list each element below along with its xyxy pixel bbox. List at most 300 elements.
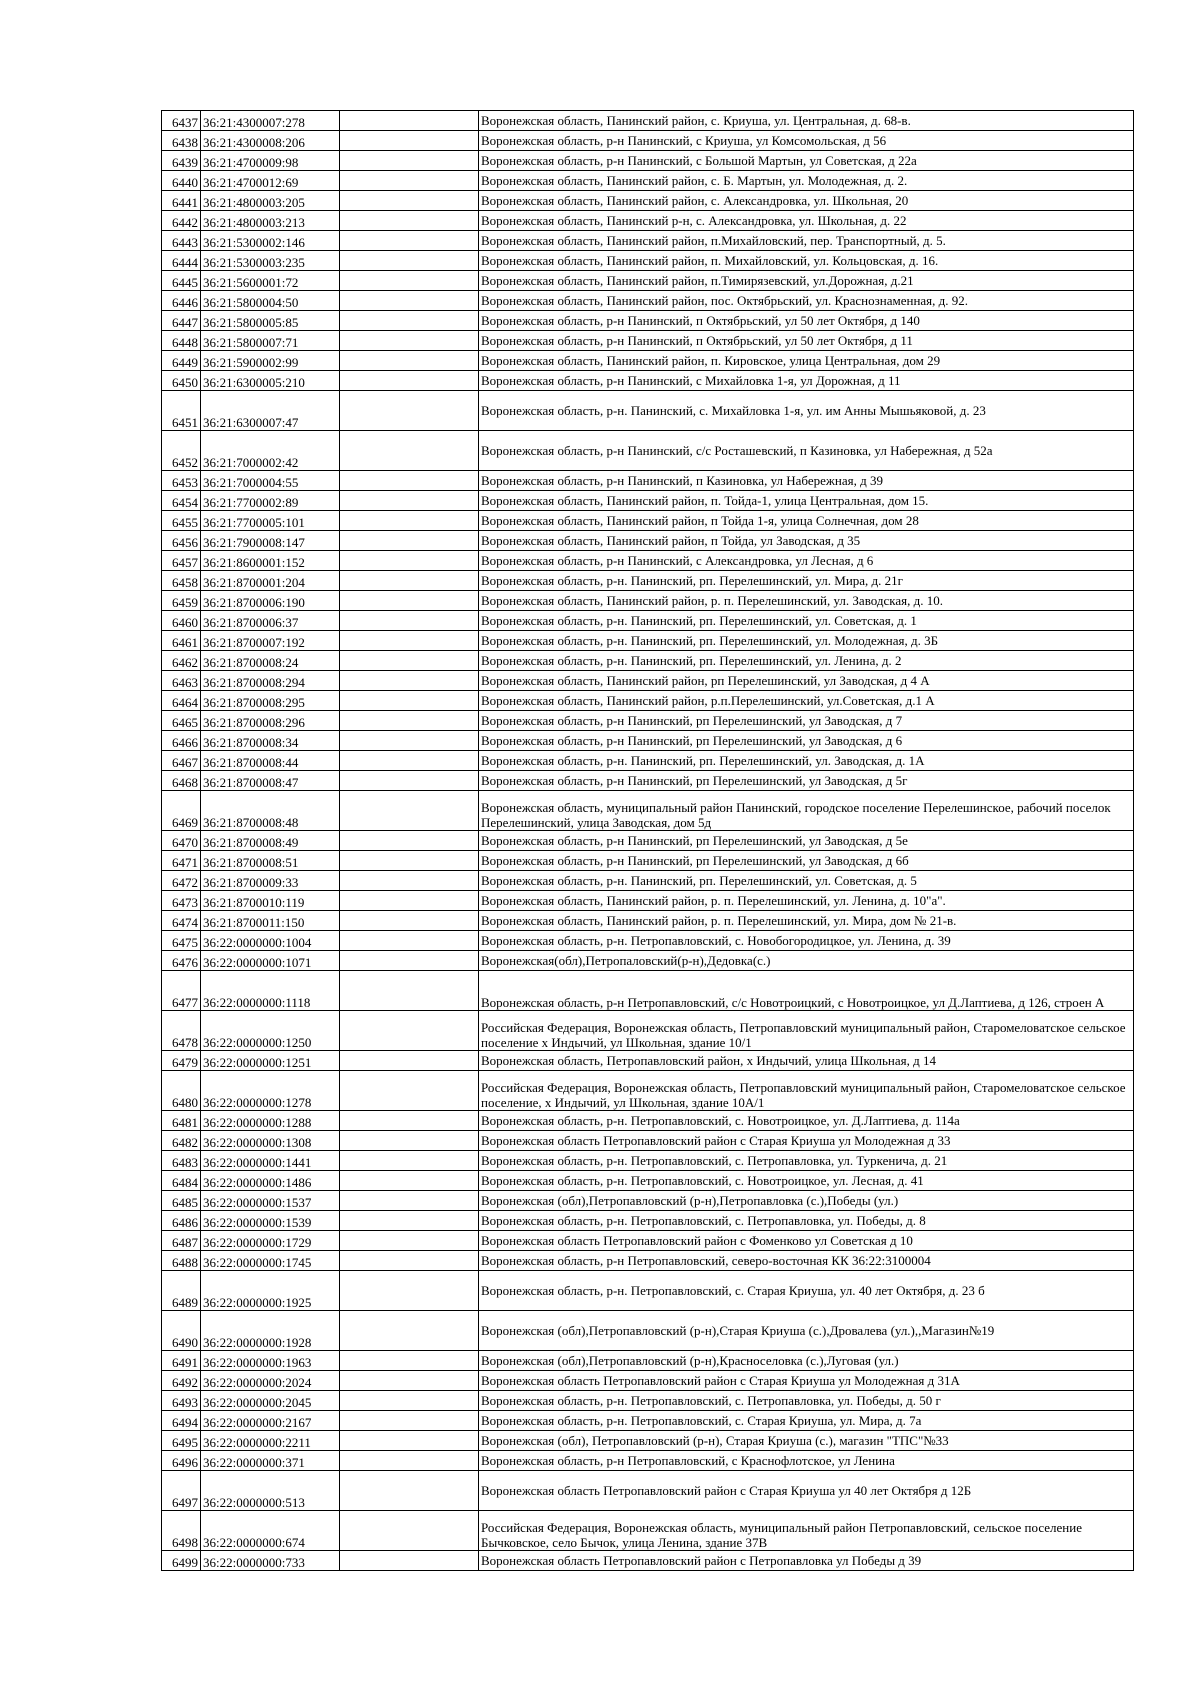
empty-cell xyxy=(340,151,479,171)
empty-cell xyxy=(340,1011,479,1051)
cadastral-number: 36:22:0000000:2024 xyxy=(201,1371,340,1391)
empty-cell xyxy=(340,471,479,491)
table-row xyxy=(162,131,1134,151)
table-row xyxy=(162,151,1134,171)
row-number: 6450 xyxy=(162,371,201,391)
row-number: 6453 xyxy=(162,471,201,491)
address: Воронежская область, р-н Панинский, с Криуша, ул Комсомольская, д 56 xyxy=(479,131,1134,151)
empty-cell xyxy=(340,571,479,591)
cadastral-number: 36:22:0000000:513 xyxy=(201,1471,340,1511)
row-number: 6490 xyxy=(162,1311,201,1351)
table-row xyxy=(162,431,1134,471)
cadastral-number: 36:21:8700008:34 xyxy=(201,731,340,751)
cadastral-number: 36:21:7000002:42 xyxy=(201,431,340,471)
address: Воронежская область, Панинский район, пос. Октябрьский, ул. Краснознаменная, д. 92. xyxy=(479,291,1134,311)
empty-cell xyxy=(340,1431,479,1451)
table-row xyxy=(162,1391,1134,1411)
row-number: 6443 xyxy=(162,231,201,251)
row-number: 6451 xyxy=(162,391,201,431)
empty-cell xyxy=(340,1051,479,1071)
cadastral-number: 36:22:0000000:1925 xyxy=(201,1271,340,1311)
empty-cell xyxy=(340,751,479,771)
empty-cell xyxy=(340,791,479,831)
cadastral-number: 36:22:0000000:1486 xyxy=(201,1171,340,1191)
address: Воронежская область, р-н. Панинский, рп. Перелешинский, ул. Молодежная, д. 3Б xyxy=(479,631,1134,651)
table-row xyxy=(162,611,1134,631)
table-row xyxy=(162,271,1134,291)
address: Воронежская область, Панинский район, п.Тимирязевский, ул.Дорожная, д.21 xyxy=(479,271,1134,291)
table-row xyxy=(162,631,1134,651)
table-row xyxy=(162,1231,1134,1251)
empty-cell xyxy=(340,771,479,791)
row-number: 6442 xyxy=(162,211,201,231)
row-number: 6448 xyxy=(162,331,201,351)
address: Воронежская область, р-н. Панинский, рп. Перелешинский, ул. Советская, д. 5 xyxy=(479,871,1134,891)
cadastral-number: 36:21:5800004:50 xyxy=(201,291,340,311)
cadastral-number: 36:21:4300008:206 xyxy=(201,131,340,151)
row-number: 6437 xyxy=(162,111,201,131)
row-number: 6498 xyxy=(162,1511,201,1551)
empty-cell xyxy=(340,351,479,371)
table-row xyxy=(162,231,1134,251)
table-row xyxy=(162,951,1134,971)
empty-cell xyxy=(340,831,479,851)
row-number: 6484 xyxy=(162,1171,201,1191)
table-row xyxy=(162,1191,1134,1211)
cadastral-number: 36:21:8700001:204 xyxy=(201,571,340,591)
address: Российская Федерация, Воронежская область, Петропавловский муниципальный район, Старомеловатское сельское поселение х Индычий, ул Школьная, здание 10/1 xyxy=(479,1011,1134,1051)
row-number: 6494 xyxy=(162,1411,201,1431)
table-row xyxy=(162,1171,1134,1191)
address: Воронежская область, Панинский р-н, с. Александровка, ул. Школьная, д. 22 xyxy=(479,211,1134,231)
cadastral-number: 36:21:8700011:150 xyxy=(201,911,340,931)
cadastral-number: 36:21:7900008:147 xyxy=(201,531,340,551)
cadastral-number: 36:22:0000000:1537 xyxy=(201,1191,340,1211)
empty-cell xyxy=(340,111,479,131)
empty-cell xyxy=(340,1251,479,1271)
row-number: 6452 xyxy=(162,431,201,471)
empty-cell xyxy=(340,1071,479,1111)
table-row xyxy=(162,831,1134,851)
empty-cell xyxy=(340,311,479,331)
table-row xyxy=(162,1071,1134,1111)
empty-cell xyxy=(340,131,479,151)
address: Воронежская область, р-н. Петропавловский, с. Старая Криуша, ул. Мира, д. 7а xyxy=(479,1411,1134,1431)
empty-cell xyxy=(340,591,479,611)
address: Воронежская область, р-н Панинский, с Большой Мартын, ул Советская, д 22а xyxy=(479,151,1134,171)
row-number: 6476 xyxy=(162,951,201,971)
row-number: 6446 xyxy=(162,291,201,311)
address: Воронежская область, р-н Панинский, п Октябрьский, ул 50 лет Октября, д 140 xyxy=(479,311,1134,331)
empty-cell xyxy=(340,1211,479,1231)
row-number: 6455 xyxy=(162,511,201,531)
table-row xyxy=(162,1131,1134,1151)
empty-cell xyxy=(340,371,479,391)
cadastral-number: 36:22:0000000:733 xyxy=(201,1551,340,1571)
row-number: 6473 xyxy=(162,891,201,911)
cadastral-number: 36:21:8600001:152 xyxy=(201,551,340,571)
cadastral-number: 36:21:4800003:213 xyxy=(201,211,340,231)
row-number: 6492 xyxy=(162,1371,201,1391)
row-number: 6449 xyxy=(162,351,201,371)
cadastral-number: 36:21:8700009:33 xyxy=(201,871,340,891)
empty-cell xyxy=(340,931,479,951)
row-number: 6467 xyxy=(162,751,201,771)
address: Воронежская область, Панинский район, рп Перелешинский, ул Заводская, д 4 А xyxy=(479,671,1134,691)
row-number: 6462 xyxy=(162,651,201,671)
empty-cell xyxy=(340,331,479,351)
cadastral-number: 36:21:8700008:296 xyxy=(201,711,340,731)
address: Воронежская область, р-н. Панинский, рп. Перелешинский, ул. Советская, д. 1 xyxy=(479,611,1134,631)
address: Воронежская область Петропавловский район с Старая Криуша ул Молодежная д 31А xyxy=(479,1371,1134,1391)
table-row xyxy=(162,1351,1134,1371)
table-row xyxy=(162,1471,1134,1511)
cadastral-number: 36:22:0000000:1278 xyxy=(201,1071,340,1111)
address: Воронежская область Петропавловский район с Старая Криуша ул 40 лет Октября д 12Б xyxy=(479,1471,1134,1511)
address: Воронежская область, р-н Петропавловский, с Краснофлотское, ул Ленина xyxy=(479,1451,1134,1471)
empty-cell xyxy=(340,1451,479,1471)
row-number: 6445 xyxy=(162,271,201,291)
cadastral-number: 36:22:0000000:1004 xyxy=(201,931,340,951)
row-number: 6496 xyxy=(162,1451,201,1471)
row-number: 6480 xyxy=(162,1071,201,1111)
address: Воронежская область, Панинский район, с. Б. Мартын, ул. Молодежная, д. 2. xyxy=(479,171,1134,191)
empty-cell xyxy=(340,231,479,251)
cadastral-number: 36:22:0000000:674 xyxy=(201,1511,340,1551)
table-row xyxy=(162,1251,1134,1271)
address: Воронежская(обл),Петропаловский(р-н),Дедовка(с.) xyxy=(479,951,1134,971)
address: Воронежская область, р-н Панинский, рп Перелешинский, ул Заводская, д 7 xyxy=(479,711,1134,731)
address: Воронежская область, Панинский район, с. Криуша, ул. Центральная, д. 68-в. xyxy=(479,111,1134,131)
address: Воронежская область Петропавловский район с Фоменково ул Советская д 10 xyxy=(479,1231,1134,1251)
row-number: 6438 xyxy=(162,131,201,151)
table-row xyxy=(162,111,1134,131)
cadastral-number: 36:21:6300007:47 xyxy=(201,391,340,431)
table-row xyxy=(162,691,1134,711)
address: Воронежская область, р-н Панинский, с Михайловка 1-я, ул Дорожная, д 11 xyxy=(479,371,1134,391)
address: Воронежская область, Панинский район, р. п. Перелешинский, ул. Мира, дом № 21-в. xyxy=(479,911,1134,931)
table-row xyxy=(162,171,1134,191)
address: Воронежская область, р-н Панинский, рп Перелешинский, ул Заводская, д 5е xyxy=(479,831,1134,851)
table-row xyxy=(162,971,1134,1011)
cadastral-number: 36:22:0000000:1251 xyxy=(201,1051,340,1071)
address: Воронежская область, р-н Петропавловский, северо-восточная КК 36:22:3100004 xyxy=(479,1251,1134,1271)
row-number: 6487 xyxy=(162,1231,201,1251)
table-row xyxy=(162,1431,1134,1451)
row-number: 6475 xyxy=(162,931,201,951)
address: Воронежская область, р-н Панинский, рп Перелешинский, ул Заводская, д 6б xyxy=(479,851,1134,871)
table-row xyxy=(162,711,1134,731)
table-row xyxy=(162,251,1134,271)
empty-cell xyxy=(340,251,479,271)
table-row xyxy=(162,211,1134,231)
row-number: 6469 xyxy=(162,791,201,831)
row-number: 6461 xyxy=(162,631,201,651)
address: Воронежская область, Панинский район, п Тойда, ул Заводская, д 35 xyxy=(479,531,1134,551)
row-number: 6454 xyxy=(162,491,201,511)
table-row xyxy=(162,1371,1134,1391)
address: Воронежская область, р-н. Панинский, с. Михайловка 1-я, ул. им Анны Мышьяковой, д. 23 xyxy=(479,391,1134,431)
cadastral-number: 36:21:8700008:24 xyxy=(201,651,340,671)
table-row xyxy=(162,191,1134,211)
cadastral-number: 36:22:0000000:1928 xyxy=(201,1311,340,1351)
cadastral-number: 36:22:0000000:1288 xyxy=(201,1111,340,1131)
table-row xyxy=(162,891,1134,911)
cadastral-number: 36:21:7000004:55 xyxy=(201,471,340,491)
row-number: 6482 xyxy=(162,1131,201,1151)
empty-cell xyxy=(340,1351,479,1371)
empty-cell xyxy=(340,211,479,231)
row-number: 6458 xyxy=(162,571,201,591)
table-row xyxy=(162,331,1134,351)
address: Воронежская область, Панинский район, р. п. Перелешинский, ул. Заводская, д. 10. xyxy=(479,591,1134,611)
table-row xyxy=(162,1411,1134,1431)
address: Воронежская область Петропавловский район с Петропавловка ул Победы д 39 xyxy=(479,1551,1134,1571)
empty-cell xyxy=(340,671,479,691)
empty-cell xyxy=(340,271,479,291)
table-row xyxy=(162,911,1134,931)
table-row xyxy=(162,311,1134,331)
empty-cell xyxy=(340,651,479,671)
cadastral-number: 36:21:8700008:294 xyxy=(201,671,340,691)
empty-cell xyxy=(340,1231,479,1251)
table-row xyxy=(162,791,1134,831)
empty-cell xyxy=(340,971,479,1011)
cadastral-number: 36:22:0000000:1539 xyxy=(201,1211,340,1231)
table-row xyxy=(162,1311,1134,1351)
address: Воронежская область, р-н Петропавловский, с/с Новотроицкий, с Новотроицкое, ул Д.Лаптиева, д 126, строен А xyxy=(479,971,1134,1011)
empty-cell xyxy=(340,1511,479,1551)
table-row xyxy=(162,471,1134,491)
address: Воронежская область, Петропавловский район, х Индычий, улица Школьная, д 14 xyxy=(479,1051,1134,1071)
cadastral-number: 36:21:8700008:44 xyxy=(201,751,340,771)
table-row xyxy=(162,751,1134,771)
table-row xyxy=(162,1551,1134,1571)
cadastral-number: 36:22:0000000:1118 xyxy=(201,971,340,1011)
empty-cell xyxy=(340,911,479,931)
empty-cell xyxy=(340,1151,479,1171)
row-number: 6478 xyxy=(162,1011,201,1051)
table-row xyxy=(162,1511,1134,1551)
row-number: 6488 xyxy=(162,1251,201,1271)
cadastral-number: 36:22:0000000:1441 xyxy=(201,1151,340,1171)
row-number: 6499 xyxy=(162,1551,201,1571)
address: Воронежская область, р-н Панинский, с Александровка, ул Лесная, д 6 xyxy=(479,551,1134,571)
cadastral-number: 36:22:0000000:1745 xyxy=(201,1251,340,1271)
empty-cell xyxy=(340,871,479,891)
cadastral-number: 36:21:4300007:278 xyxy=(201,111,340,131)
cadastral-number: 36:22:0000000:371 xyxy=(201,1451,340,1471)
empty-cell xyxy=(340,1371,479,1391)
row-number: 6495 xyxy=(162,1431,201,1451)
table-row xyxy=(162,671,1134,691)
table-row xyxy=(162,571,1134,591)
row-number: 6479 xyxy=(162,1051,201,1071)
address: Воронежская область, Панинский район, р.п.Перелешинский, ул.Советская, д.1 А xyxy=(479,691,1134,711)
empty-cell xyxy=(340,1551,479,1571)
table-row xyxy=(162,771,1134,791)
cadastral-number: 36:22:0000000:1963 xyxy=(201,1351,340,1371)
cadastral-number: 36:21:5300003:235 xyxy=(201,251,340,271)
address: Воронежская область, р-н. Петропавловский, с. Петропавловка, ул. Победы, д. 50 г xyxy=(479,1391,1134,1411)
cadastral-number: 36:21:6300005:210 xyxy=(201,371,340,391)
cadastral-number: 36:21:8700008:48 xyxy=(201,791,340,831)
empty-cell xyxy=(340,391,479,431)
row-number: 6483 xyxy=(162,1151,201,1171)
cadastral-number: 36:21:7700002:89 xyxy=(201,491,340,511)
row-number: 6447 xyxy=(162,311,201,331)
cadastral-number: 36:22:0000000:2211 xyxy=(201,1431,340,1451)
empty-cell xyxy=(340,431,479,471)
cadastral-number: 36:22:0000000:1071 xyxy=(201,951,340,971)
cadastral-number: 36:21:8700010:119 xyxy=(201,891,340,911)
cadastral-number: 36:22:0000000:2167 xyxy=(201,1411,340,1431)
row-number: 6472 xyxy=(162,871,201,891)
cadastral-number: 36:21:5800007:71 xyxy=(201,331,340,351)
cadastral-number: 36:21:5300002:146 xyxy=(201,231,340,251)
cadastral-number: 36:21:7700005:101 xyxy=(201,511,340,531)
address: Воронежская область, р-н. Панинский, рп. Перелешинский, ул. Заводская, д. 1А xyxy=(479,751,1134,771)
table-row xyxy=(162,1151,1134,1171)
row-number: 6493 xyxy=(162,1391,201,1411)
cadastral-number: 36:21:8700008:49 xyxy=(201,831,340,851)
address: Воронежская область, муниципальный район Панинский, городское поселение Перелешинское, рабочий поселок Перелешинский, улица Заводская, дом 5д xyxy=(479,791,1134,831)
table-row xyxy=(162,511,1134,531)
address: Российская Федерация, Воронежская область, муниципальный район Петропавловский, сельское поселение Бычковское, село Бычок, улица Ленина, здание 37В xyxy=(479,1511,1134,1551)
cadastral-number: 36:21:4800003:205 xyxy=(201,191,340,211)
cadastral-number: 36:21:4700009:98 xyxy=(201,151,340,171)
table-row xyxy=(162,351,1134,371)
empty-cell xyxy=(340,171,479,191)
address: Воронежская область, Панинский район, п. Михайловский, ул. Кольцовская, д. 16. xyxy=(479,251,1134,271)
address: Воронежская область, Панинский район, п. Кировское, улица Центральная, дом 29 xyxy=(479,351,1134,371)
table-row xyxy=(162,1011,1134,1051)
empty-cell xyxy=(340,511,479,531)
empty-cell xyxy=(340,691,479,711)
row-number: 6456 xyxy=(162,531,201,551)
table-row xyxy=(162,391,1134,431)
table-row xyxy=(162,491,1134,511)
empty-cell xyxy=(340,1131,479,1151)
table-row xyxy=(162,371,1134,391)
empty-cell xyxy=(340,1271,479,1311)
row-number: 6466 xyxy=(162,731,201,751)
address: Воронежская область Петропавловский район с Старая Криуша ул Молодежная д 33 xyxy=(479,1131,1134,1151)
address: Российская Федерация, Воронежская область, Петропавловский муниципальный район, Старомеловатское сельское поселение, х Индычий, ул Школьная, здание 10А/1 xyxy=(479,1071,1134,1111)
empty-cell xyxy=(340,951,479,971)
row-number: 6481 xyxy=(162,1111,201,1131)
cadastral-number: 36:21:5900002:99 xyxy=(201,351,340,371)
cadastral-number: 36:21:4700012:69 xyxy=(201,171,340,191)
table-row xyxy=(162,731,1134,751)
cadastral-number: 36:21:8700008:47 xyxy=(201,771,340,791)
address: Воронежская (обл),Петропавловский (р-н),Старая Криуша (с.),Дровалева (ул.),,Магазин№19 xyxy=(479,1311,1134,1351)
address: Воронежская область, р-н Панинский, рп Перелешинский, ул Заводская, д 5г xyxy=(479,771,1134,791)
address: Воронежская область, Панинский район, п Тойда 1-я, улица Солнечная, дом 28 xyxy=(479,511,1134,531)
address: Воронежская область, р-н Панинский, п Октябрьский, ул 50 лет Октября, д 11 xyxy=(479,331,1134,351)
empty-cell xyxy=(340,611,479,631)
table-row xyxy=(162,591,1134,611)
table-row xyxy=(162,1051,1134,1071)
empty-cell xyxy=(340,1311,479,1351)
row-number: 6489 xyxy=(162,1271,201,1311)
row-number: 6470 xyxy=(162,831,201,851)
cadastral-number: 36:21:8700008:51 xyxy=(201,851,340,871)
table-row xyxy=(162,651,1134,671)
row-number: 6468 xyxy=(162,771,201,791)
row-number: 6474 xyxy=(162,911,201,931)
address: Воронежская (обл),Петропавловский (р-н),Петропавловка (с.),Победы (ул.) xyxy=(479,1191,1134,1211)
row-number: 6459 xyxy=(162,591,201,611)
cadastral-number: 36:21:5600001:72 xyxy=(201,271,340,291)
empty-cell xyxy=(340,531,479,551)
table-row xyxy=(162,291,1134,311)
row-number: 6497 xyxy=(162,1471,201,1511)
cadastral-number: 36:22:0000000:1308 xyxy=(201,1131,340,1151)
row-number: 6477 xyxy=(162,971,201,1011)
empty-cell xyxy=(340,891,479,911)
row-number: 6439 xyxy=(162,151,201,171)
address: Воронежская область, р-н. Панинский, рп. Перелешинский, ул. Мира, д. 21г xyxy=(479,571,1134,591)
table-row xyxy=(162,931,1134,951)
table-row xyxy=(162,871,1134,891)
address: Воронежская область, р-н. Петропавловский, с. Петропавловка, ул. Туркенича, д. 21 xyxy=(479,1151,1134,1171)
address: Воронежская область, р-н. Панинский, рп. Перелешинский, ул. Ленина, д. 2 xyxy=(479,651,1134,671)
cadastral-number: 36:21:5800005:85 xyxy=(201,311,340,331)
address: Воронежская область, р-н Панинский, рп Перелешинский, ул Заводская, д 6 xyxy=(479,731,1134,751)
row-number: 6457 xyxy=(162,551,201,571)
row-number: 6441 xyxy=(162,191,201,211)
empty-cell xyxy=(340,1471,479,1511)
row-number: 6460 xyxy=(162,611,201,631)
table-row xyxy=(162,551,1134,571)
empty-cell xyxy=(340,631,479,651)
address: Воронежская область, Панинский район, п. Тойда-1, улица Центральная, дом 15. xyxy=(479,491,1134,511)
address: Воронежская область, Панинский район, р. п. Перелешинский, ул. Ленина, д. 10"а". xyxy=(479,891,1134,911)
empty-cell xyxy=(340,711,479,731)
empty-cell xyxy=(340,1111,479,1131)
cadastral-number: 36:22:0000000:1250 xyxy=(201,1011,340,1051)
empty-cell xyxy=(340,1411,479,1431)
address: Воронежская (обл),Петропавловский (р-н),Красноселовка (с.),Луговая (ул.) xyxy=(479,1351,1134,1371)
property-registry-table xyxy=(161,110,1134,1571)
address: Воронежская (обл), Петропавловский (р-н), Старая Криуша (с.), магазин "ТПС"№33 xyxy=(479,1431,1134,1451)
row-number: 6464 xyxy=(162,691,201,711)
empty-cell xyxy=(340,851,479,871)
row-number: 6440 xyxy=(162,171,201,191)
registry-rows xyxy=(162,111,1134,1571)
table-row xyxy=(162,1451,1134,1471)
empty-cell xyxy=(340,1391,479,1411)
empty-cell xyxy=(340,551,479,571)
empty-cell xyxy=(340,191,479,211)
cadastral-number: 36:21:8700007:192 xyxy=(201,631,340,651)
row-number: 6486 xyxy=(162,1211,201,1231)
table-row xyxy=(162,851,1134,871)
table-row xyxy=(162,1111,1134,1131)
address: Воронежская область, Панинский район, п.Михайловский, пер. Транспортный, д. 5. xyxy=(479,231,1134,251)
empty-cell xyxy=(340,491,479,511)
empty-cell xyxy=(340,731,479,751)
row-number: 6491 xyxy=(162,1351,201,1371)
row-number: 6465 xyxy=(162,711,201,731)
table-row xyxy=(162,531,1134,551)
cadastral-number: 36:21:8700006:190 xyxy=(201,591,340,611)
cadastral-number: 36:22:0000000:1729 xyxy=(201,1231,340,1251)
empty-cell xyxy=(340,1171,479,1191)
cadastral-number: 36:21:8700006:37 xyxy=(201,611,340,631)
address: Воронежская область, Панинский район, с. Александровка, ул. Школьная, 20 xyxy=(479,191,1134,211)
